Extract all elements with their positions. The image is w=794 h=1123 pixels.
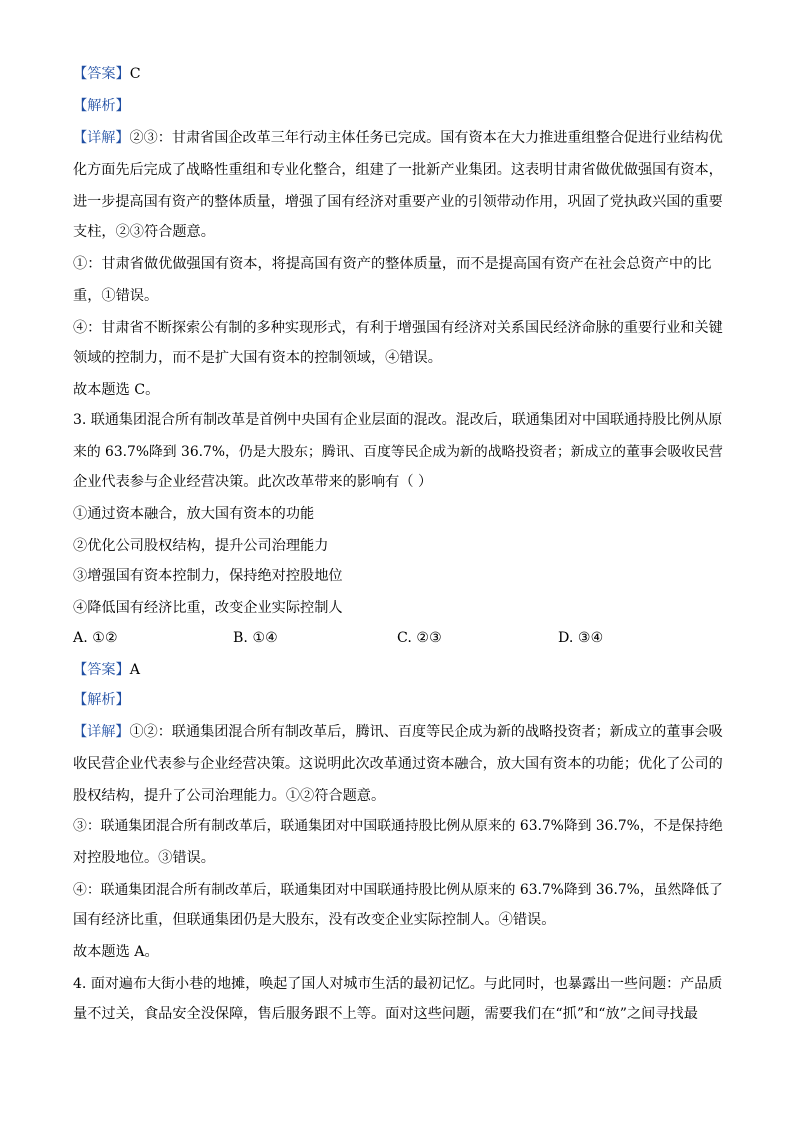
detail-tag: 【详解】	[73, 130, 130, 146]
option-c: C. ②③	[397, 630, 442, 646]
answer-value: C	[129, 66, 141, 82]
q3-detail-line-7: 国有经济比重，但联通集团仍是大股东，没有改变企业实际控制人。④错误。	[73, 912, 556, 928]
q2-detail-line-7: ④：甘肃省不断探索公有制的多种实现形式，有利于增强国有经济对关系国民经济命脉的重要行业和关键	[73, 320, 723, 336]
answer-tag: 【答案】	[73, 66, 130, 82]
q2-detail-line-3: 进一步提高国有资产的整体质量，增强了国有经济对重要产业的引领带动作用，巩固了党执政兴国的重要	[73, 194, 723, 210]
detail-tag: 【详解】	[73, 724, 130, 740]
option-a: A. ①②	[73, 630, 118, 646]
q3-item-4: ④降低国有经济比重，改变企业实际控制人	[73, 600, 343, 616]
q2-detail-line-4: 支柱，②③符合题意。	[73, 224, 215, 240]
q3-detail-line-4: ③：联通集团混合所有制改革后，联通集团对中国联通持股比例从原来的 63.7%降到 36.7%，不是保持绝	[73, 818, 723, 834]
answer-tag: 【答案】	[73, 662, 130, 678]
q4-stem-line-2: 量不过关，食品安全没保障，售后服务跟不上等。面对这些问题，需要我们在“抓”和“放”之间寻找最	[73, 1006, 698, 1022]
q3-answer-line	[73, 660, 140, 680]
q2-answer-line	[73, 64, 141, 84]
option-d: D. ③④	[558, 630, 604, 646]
q3-stem-line-1: 3. 联通集团混合所有制改革是首例中央国有企业层面的混改。混改后，联通集团对中国联通持股比例从原	[73, 412, 723, 428]
q2-detail-line-2: 化方面先后完成了战略性重组和专业化整合，组建了一批新产业集团。这表明甘肃省做优做强国有资本，	[73, 162, 723, 178]
q3-item-1: ①通过资本融合，放大国有资本的功能	[73, 506, 315, 522]
q3-stem-line-3: 企业代表参与企业经营决策。此次改革带来的影响有（ ）	[73, 474, 433, 490]
q2-detail-line-6: 重，①错误。	[73, 288, 159, 304]
q3-analysis-tag: 【解析】	[73, 692, 130, 708]
q3-conclusion: 故本题选 A。	[73, 944, 159, 960]
q3-detail-line-5: 对控股地位。③错误。	[73, 850, 215, 866]
q4-stem-line-1: 4. 面对遍布大街小巷的地摊，唤起了国人对城市生活的最初记忆。与此同时，也暴露出一些问题：产品质	[73, 976, 723, 992]
q3-stem-line-2: 来的 63.7%降到 36.7%，仍是大股东；腾讯、百度等民企成为新的战略投资者；新成立的董事会吸收民营	[73, 444, 723, 460]
q2-analysis-tag: 【解析】	[73, 98, 130, 114]
q2-detail-line-8: 领域的控制力，而不是扩大国有资本的控制领域，④错误。	[73, 350, 442, 366]
answer-value: A	[129, 662, 141, 678]
q2-detail-line-1: 【详解】②③：甘肃省国企改革三年行动主体任务已完成。国有资本在大力推进重组整合促进行业结构优	[73, 130, 723, 146]
q2-detail-line-5: ①：甘肃省做优做强国有资本，将提高国有资产的整体质量，而不是提高国有资产在社会总资产中的比	[73, 256, 712, 272]
q3-detail-line-2: 收民营企业代表参与企业经营决策。这说明此次改革通过资本融合，放大国有资本的功能；优化了公司的	[73, 756, 723, 772]
q3-detail-line-6: ④：联通集团混合所有制改革后，联通集团对中国联通持股比例从原来的 63.7%降到 36.7%，虽然降低了	[73, 882, 723, 898]
q3-detail-line-1: 【详解】①②：联通集团混合所有制改革后，腾讯、百度等民企成为新的战略投资者；新成立的董事会吸	[73, 724, 723, 740]
option-b: B. ①④	[233, 630, 278, 646]
q3-item-3: ③增强国有资本控制力，保持绝对控股地位	[73, 568, 343, 584]
q3-options	[73, 628, 723, 648]
q3-detail-line-3: 股权结构，提升了公司治理能力。①②符合题意。	[73, 788, 386, 804]
q2-conclusion: 故本题选 C。	[73, 382, 160, 398]
q3-item-2: ②优化公司股权结构，提升公司治理能力	[73, 538, 329, 554]
